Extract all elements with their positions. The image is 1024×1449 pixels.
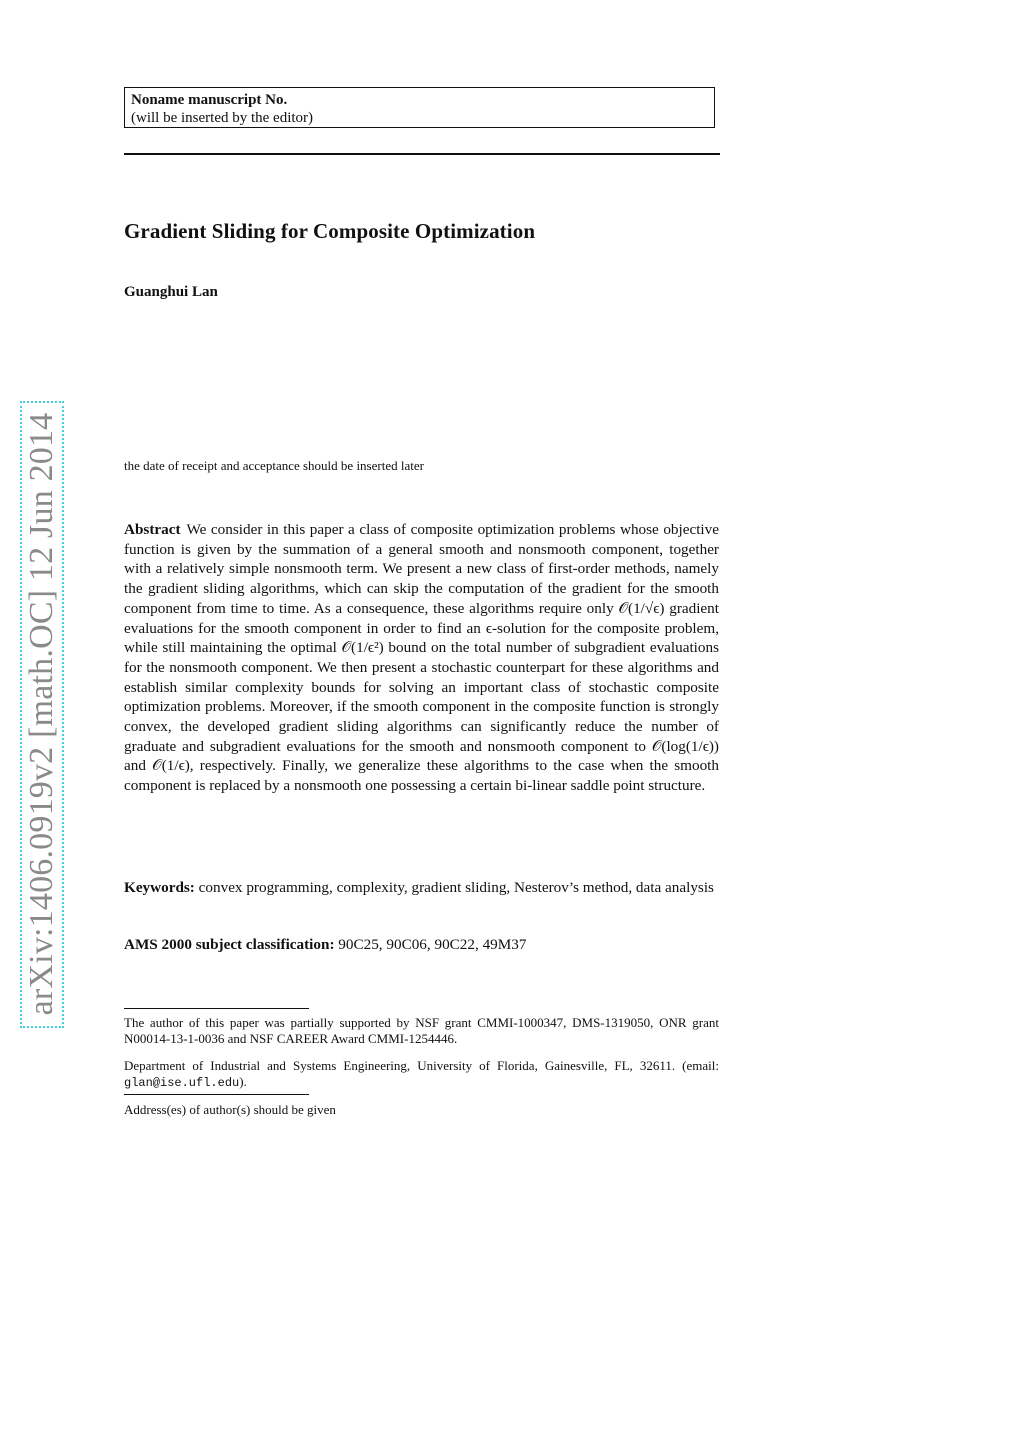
- affiliation-suffix: ).: [239, 1074, 247, 1089]
- ams-text: 90C25, 90C06, 90C22, 49M37: [334, 936, 527, 953]
- footnote-rule-2: [124, 1094, 309, 1095]
- footnote-affiliation: [124, 1058, 719, 1091]
- abstract-text: We consider in this paper a class of composite optimization problems whose objective function is given by the summation of a general smooth and nonsmooth component, together with a relatively simple nonsmooth term. We present a new class of first-order methods, namely the gradient sliding algorithms, which can skip the computation of the gradient for the smooth component from time to time. As a consequence, these algorithms require only 𝒪(1/√ϵ) gradient evaluations for the smooth component in order to find an ϵ-solution for the composite problem, while still maintaining the optimal 𝒪(1/ϵ²) bound on the total number of subgradient evaluations for the nonsmooth component. We then present a stochastic counterpart for these algorithms and establish similar complexity bounds for solving an important class of stochastic composite optimization problems. Moreover, if the smooth component in the composite function is strongly convex, the developed gradient sliding algorithms can significantly reduce the number of graduate and subgradient evaluations for the smooth and nonsmooth component to 𝒪(log(1/ϵ)) and 𝒪(1/ϵ), respectively. Finally, we generalize these algorithms to the case when the smooth component is replaced by a nonsmooth one possessing a certain bi-linear saddle point structure.: [124, 521, 719, 795]
- editor-line: (will be inserted by the editor): [131, 110, 314, 126]
- keywords: [124, 878, 719, 898]
- footnote-address-note: Address(es) of author(s) should be given: [124, 1102, 336, 1117]
- paper-title: Gradient Sliding for Composite Optimization: [124, 219, 536, 243]
- date-note: the date of receipt and acceptance should be inserted later: [124, 458, 424, 473]
- author-email: glan@ise.ufl.edu: [124, 1076, 240, 1090]
- keywords-label: Keywords:: [124, 879, 195, 896]
- footnote-support: The author of this paper was partially supported by NSF grant CMMI-1000347, DMS-1319050, ONR grant N00014-13-1-0036 and NSF CAREER Award CMMI-1254446.: [124, 1015, 719, 1046]
- header-rule: [124, 153, 720, 155]
- ams-label: AMS 2000 subject classification:: [124, 936, 335, 953]
- footnote-rule: [124, 1008, 309, 1009]
- affiliation-prefix: Department of Industrial and Systems Engineering, University of Florida, Gainesville, FL, 32611. (email:: [124, 1058, 719, 1073]
- arxiv-stamp-text: arXiv:1406.0919v2 [math.OC] 12 Jun 2014: [23, 412, 60, 1016]
- manuscript-line: Noname manuscript No.: [131, 92, 288, 108]
- keywords-text: convex programming, complexity, gradient sliding, Nesterov’s method, data analysis: [194, 879, 714, 896]
- abstract-label: Abstract: [124, 521, 181, 538]
- paper-author: Guanghui Lan: [124, 284, 218, 300]
- editor-box: [124, 87, 715, 128]
- ams-classification: [124, 936, 526, 954]
- abstract: [124, 520, 719, 796]
